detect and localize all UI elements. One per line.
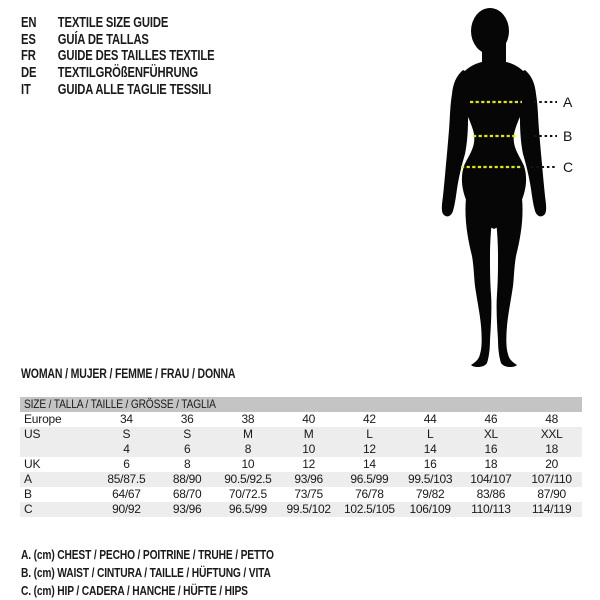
- size-value-cell: 83/86: [476, 487, 506, 501]
- language-code: ES: [21, 30, 36, 48]
- size-row-us: [20, 427, 582, 442]
- size-value-cell: 16: [484, 442, 498, 456]
- size-value-cell: 88/90: [172, 472, 202, 486]
- size-row-label: UK: [24, 457, 41, 471]
- measurement-legend: [21, 546, 329, 600]
- size-row-label: US: [24, 427, 41, 441]
- marker-label-a: A: [563, 94, 573, 110]
- size-row-c: [20, 502, 582, 517]
- size-value-cell: 16: [423, 457, 437, 471]
- size-value-cell: 110/113: [471, 502, 511, 516]
- size-row-b: [20, 487, 582, 502]
- language-code: EN: [21, 13, 37, 31]
- size-row-a: [20, 472, 582, 487]
- size-value-cell: 96.5/99: [228, 502, 267, 516]
- size-table: [20, 397, 582, 517]
- size-value-cell: 90.5/92.5: [224, 472, 272, 486]
- size-value-cell: 70/72.5: [228, 487, 267, 501]
- size-value-cell: 99.5/103: [407, 472, 453, 486]
- size-value-cell: 12: [363, 442, 376, 456]
- marker-label-b: B: [563, 128, 573, 144]
- size-value-cell: 106/109: [409, 502, 451, 516]
- size-value-cell: 14: [363, 457, 376, 471]
- legend-waist: B. (cm) WAIST / CINTURA / TAILLE / HÜFTUNG / VITA: [21, 566, 271, 580]
- size-value-cell: 12: [302, 457, 315, 471]
- marker-label-c: C: [563, 159, 574, 175]
- size-value-cell: 6: [123, 457, 130, 471]
- size-value-cell: 14: [423, 442, 437, 456]
- size-value-cell: M: [303, 427, 314, 441]
- language-row-es: [21, 31, 214, 48]
- size-value-cell: 64/67: [112, 487, 141, 501]
- size-value-cell: 99.5/102: [286, 502, 331, 516]
- size-value-cell: L: [366, 427, 373, 441]
- size-value-cell: 93/96: [294, 472, 323, 486]
- size-value-cell: 8: [244, 442, 252, 456]
- size-table-header: [20, 397, 582, 412]
- section-title: WOMAN / MUJER / FEMME / FRAU / DONNA: [21, 366, 236, 381]
- size-value-cell: 85/87.5: [107, 472, 146, 486]
- size-row-label: Europe: [24, 412, 62, 426]
- size-row-label: C: [24, 502, 33, 516]
- size-table-grid: [20, 412, 582, 517]
- size-value-cell: 102.5/105: [344, 502, 395, 516]
- size-value-cell: 87/90: [537, 487, 566, 501]
- size-row-europe: [20, 412, 582, 427]
- measurement-diagram: [410, 6, 590, 372]
- language-code: DE: [21, 63, 37, 81]
- size-row-label: B: [24, 487, 32, 501]
- language-label: GUIDE DES TAILLES TEXTILE: [57, 47, 215, 65]
- size-value-cell: 68/70: [172, 487, 202, 501]
- size-value-cell: S: [122, 427, 131, 441]
- size-value-cell: 107/110: [531, 472, 572, 486]
- legend-hip: C. (cm) HIP / CADERA / HANCHE / HÜFTE / HIPS: [21, 584, 248, 598]
- size-value-cell: M: [243, 427, 253, 441]
- language-code: IT: [21, 80, 31, 98]
- language-label: TEXTILE SIZE GUIDE: [57, 13, 169, 31]
- size-value-cell: 90/92: [112, 502, 141, 516]
- size-row-label: A: [24, 472, 32, 486]
- size-value-cell: 38: [241, 412, 255, 426]
- size-table-body: [20, 412, 582, 517]
- woman-silhouette: [442, 8, 546, 367]
- body-measurement-figure: [410, 6, 590, 372]
- language-label: TEXTILGRÖßENFÜHRUNG: [57, 63, 199, 81]
- size-value-cell: 42: [363, 412, 376, 426]
- size-row-us-numeric: [20, 442, 582, 457]
- size-value-cell: 73/75: [294, 487, 323, 501]
- size-value-cell: 10: [241, 457, 255, 471]
- size-value-cell: 79/82: [415, 487, 445, 501]
- language-code: FR: [21, 47, 36, 65]
- size-value-cell: 76/78: [355, 487, 384, 501]
- size-value-cell: XL: [483, 427, 498, 441]
- size-value-cell: 18: [545, 442, 558, 456]
- size-value-cell: 40: [302, 412, 315, 426]
- size-value-cell: 20: [545, 457, 558, 471]
- size-value-cell: 8: [183, 457, 191, 471]
- size-value-cell: 104/107: [470, 472, 512, 486]
- size-row-label: [20, 442, 96, 457]
- language-label: GUIDA ALLE TAGLIE TESSILI: [57, 80, 212, 98]
- size-value-cell: L: [426, 427, 434, 441]
- size-value-cell: 18: [484, 457, 498, 471]
- size-value-cell: 36: [180, 412, 194, 426]
- size-row-uk: [20, 457, 582, 472]
- language-row-it: [21, 81, 214, 98]
- size-table-header-text: SIZE / TALLA / TAILLE / GRÖSSE / TAGLIA: [24, 397, 216, 411]
- size-value-cell: 48: [545, 412, 558, 426]
- size-value-cell: 96.5/99: [350, 472, 389, 486]
- size-value-cell: XXL: [540, 427, 563, 441]
- language-row-de: [21, 64, 214, 81]
- size-value-cell: 46: [484, 412, 498, 426]
- size-value-cell: 44: [423, 412, 437, 426]
- size-value-cell: 6: [183, 442, 191, 456]
- legend-chest: A. (cm) CHEST / PECHO / POITRINE / TRUHE / PETTO: [21, 548, 274, 562]
- language-title-list: [21, 14, 279, 97]
- size-value-cell: 10: [302, 442, 315, 456]
- language-row-en: [21, 14, 214, 31]
- size-value-cell: 34: [120, 412, 133, 426]
- language-label: GUÍA DE TALLAS: [57, 30, 149, 48]
- size-value-cell: 93/96: [172, 502, 202, 516]
- size-value-cell: S: [183, 427, 191, 441]
- language-row-fr: [21, 47, 214, 64]
- size-value-cell: 114/119: [531, 502, 572, 516]
- size-value-cell: 4: [123, 442, 130, 456]
